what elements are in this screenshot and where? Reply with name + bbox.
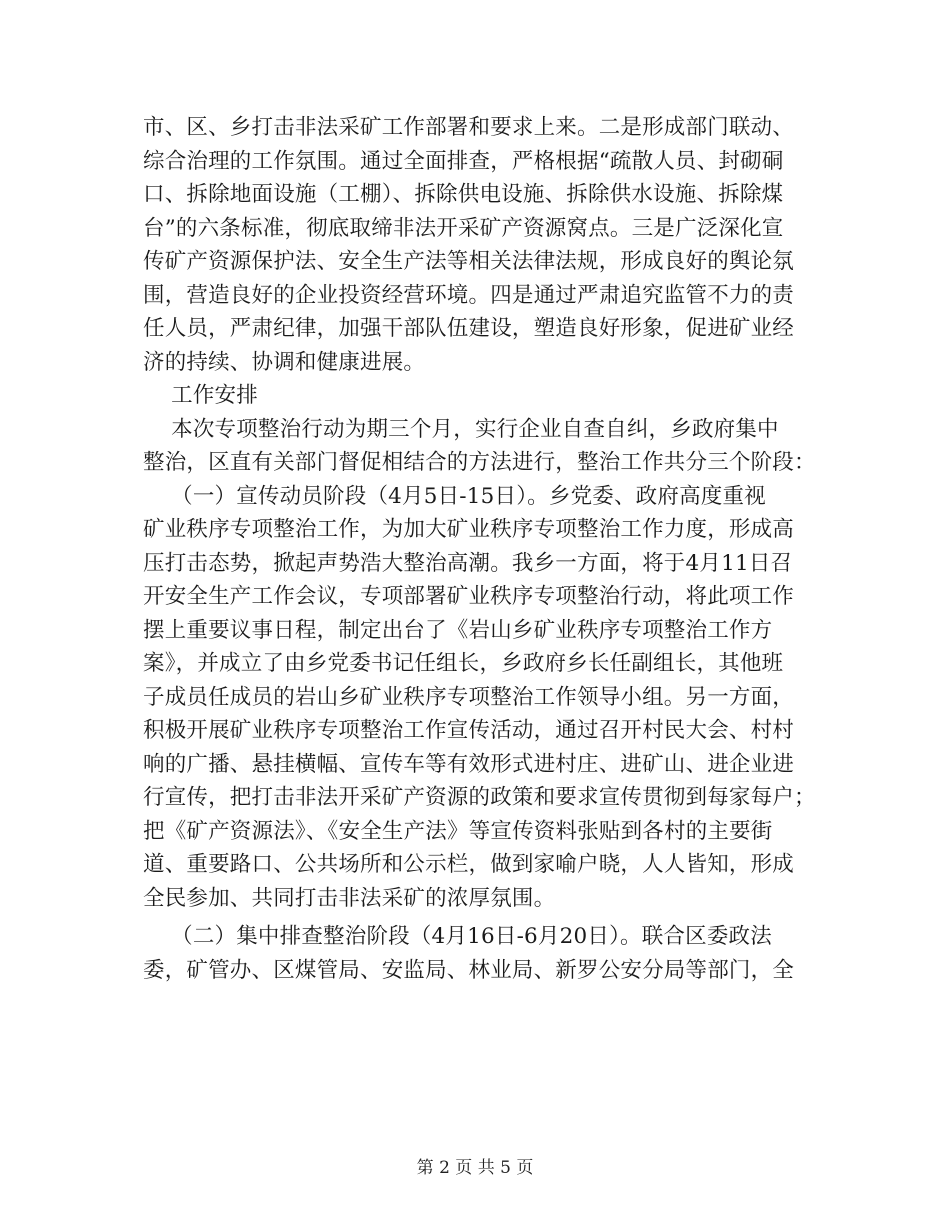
body-line: 口、拆除地面设施（工棚）、拆除供电设施、拆除供水设施、拆除煤 — [143, 182, 784, 207]
body-line: 综合治理的工作氛围。通过全面排查，严格根据“疏散人员、封砌硐 — [143, 148, 784, 174]
body-line: （一）宣传动员阶段（4月5日-15日）。乡党委、政府高度重视 — [143, 483, 766, 509]
body-line: 积极开展矿业秩序专项整治工作宣传活动，通过召开村民大会、村村 — [143, 718, 795, 743]
body-line: 委，矿管办、区煤管局、安监局、林业局、新罗公安分局等部门，全 — [143, 957, 795, 983]
body-line: 开安全生产工作会议，专项部署矿业秩序专项整治行动，将此项工作 — [143, 584, 795, 609]
body-line: 本次专项整治行动为期三个月，实行企业自查自纠，乡政府集中 — [143, 416, 779, 442]
body-line: 道、重要路口、公共场所和公示栏，做到家喻户晓，人人皆知，形成 — [143, 852, 795, 877]
body-line: 把《矿产资源法》、《安全生产法》等宣传资料张贴到各村的主要街 — [143, 818, 773, 844]
body-line: （二）集中排查整治阶段（4月16日-6月20日）。联合区委政法 — [143, 924, 772, 949]
body-line: 行宣传，把打击非法开采矿产资源的政策和要求宣传贯彻到每家每户； — [143, 785, 816, 810]
body-line: 市、区、乡打击非法采矿工作部署和要求上来。二是形成部门联动、 — [143, 115, 795, 140]
document-body — [143, 111, 816, 987]
body-line: 案》，并成立了由乡党委书记任组长，乡政府乡长任副组长，其他班 — [143, 651, 784, 676]
body-line: 子成员任成员的岩山乡矿业秩序专项整治工作领导小组。另一方面， — [143, 684, 795, 710]
body-line: 摆上重要议事日程，制定出台了《岩山乡矿业秩序专项整治工作方 — [143, 617, 773, 643]
body-line: 矿业秩序专项整治工作，为加大矿业秩序专项整治工作力度，形成高 — [143, 517, 795, 542]
body-line: 传矿产资源保护法、安全生产法等相关法律法规，形成良好的舆论氛 — [143, 249, 795, 274]
section-heading: 工作安排 — [143, 383, 258, 408]
body-line: 围，营造良好的企业投资经营环境。四是通过严肃追究监管不力的责 — [143, 282, 795, 308]
body-line: 响的广播、悬挂横幅、宣传车等有效形式进村庄、进矿山、进企业进 — [143, 751, 795, 777]
body-line: 整治，区直有关部门督促相结合的方法进行，整治工作共分三个阶段： — [143, 450, 816, 475]
body-line: 任人员，严肃纪律，加强干部队伍建设，塑造良好形象，促进矿业经 — [143, 316, 795, 341]
body-line: 台”的六条标准，彻底取缔非法开采矿产资源窝点。三是广泛深化宣 — [143, 215, 784, 241]
body-line: 压打击态势，掀起声势浩大整治高潮。我乡一方面，将于4月11日召 — [143, 550, 793, 576]
body-line: 济的持续、协调和健康进展。 — [143, 349, 426, 375]
body-line: 全民参加、共同打击非法采矿的浓厚氛围。 — [143, 885, 556, 911]
page-number-footer: 第 2 页 共 5 页 — [416, 1158, 534, 1178]
